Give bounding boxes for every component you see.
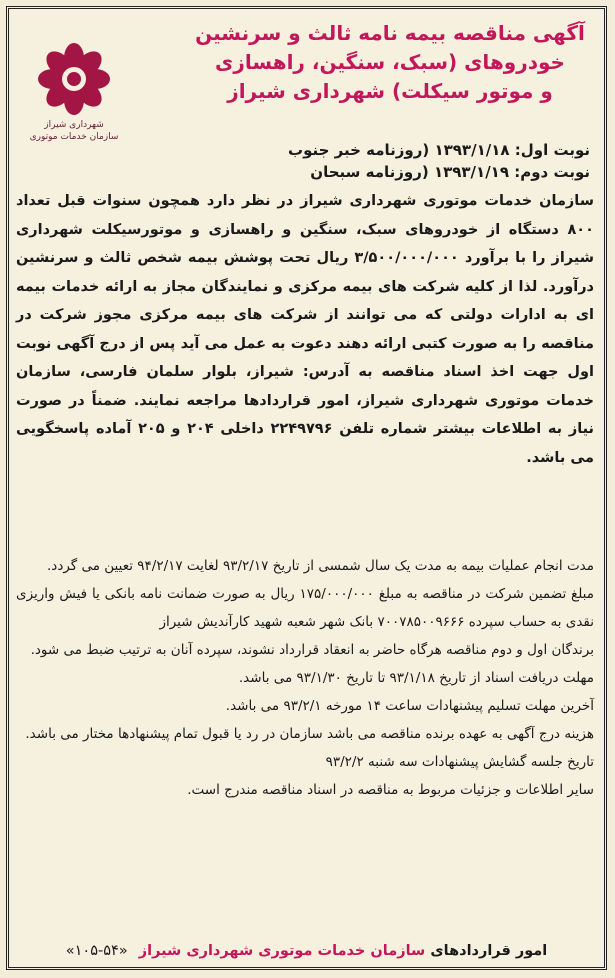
logo	[19, 39, 129, 157]
condition-submission-deadline: آخرین مهلت تسلیم پیشنهادات ساعت ۱۴ مورخه ۹۳/۲/۱ می باشد.	[225, 698, 594, 714]
publication-first: نوبت اول: ۱۳۹۳/۱/۱۸ (روزنامه خبر جنوب	[288, 141, 590, 159]
logo-text-municipality: شهرداری شیراز	[44, 120, 104, 130]
advertisement-sheet	[6, 6, 607, 970]
footer-signature	[9, 943, 604, 959]
condition-duration: مدت انجام عملیات بیمه به مدت یک سال شمسی از تاریخ ۹۳/۲/۱۷ لغایت ۹۴/۲/۱۷ تعیین می گردد.	[47, 558, 594, 574]
flower-emblem-icon	[34, 39, 114, 119]
header	[9, 9, 604, 142]
ad-title	[190, 19, 590, 106]
logo-text-organization: سازمان خدمات موتوری	[29, 132, 119, 142]
title-line-2: خودروهای (سبک، سنگین، راهسازی	[215, 50, 565, 74]
title-line-1: آگهی مناقصه بیمه نامه ثالث و سرنشین	[195, 21, 585, 45]
condition-ad-cost: هزینه درج آگهی به عهده برنده مناقصه می باشد سازمان در رد یا قبول تمام پیشنهادها مختار می باشد.	[25, 726, 594, 742]
condition-opening-date: تاریخ جلسه گشایش پیشنهادات سه شنبه ۹۳/۲/۲	[325, 754, 594, 770]
conditions-list	[16, 552, 594, 804]
condition-documents-deadline: مهلت دریافت اسناد از تاریخ ۹۳/۱/۱۸ تا تاریخ ۹۳/۱/۳۰ می باشد.	[238, 670, 594, 686]
condition-deposit: برندگان اول و دوم مناقصه هرگاه حاضر به انعقاد قرارداد نشوند، سپرده آنان به ترتیب ضبط می شود.	[30, 642, 594, 658]
condition-guarantee: مبلغ تضمین شرکت در مناقصه به مبلغ ۱۷۵/۰۰۰/۰۰۰ ریال به صورت ضمانت نامه بانکی یا فیش واریزی نقدی به حساب سپرده ۷۰۰۷۸۵۰۰۹۶۶۶ بانک شهر شعبه شهید کارآندیش شیراز	[16, 586, 594, 630]
condition-other-info: سایر اطلاعات و جزئیات مربوط به مناقصه در اسناد مناقصه مندرج است.	[187, 782, 594, 798]
footer-organization: سازمان خدمات موتوری شهرداری شیراز	[138, 943, 426, 959]
footer-code: «۵۴-۱۰۵»	[65, 943, 128, 959]
publication-info	[150, 139, 590, 183]
publication-second: نوبت دوم: ۱۳۹۳/۱/۱۹ (روزنامه سبحان	[310, 163, 590, 181]
main-text: سازمان خدمات موتوری شهرداری شیراز در نظر دارد همچون سنوات قبل تعداد ۸۰۰ دستگاه از خودروهای سبک، سنگین و راهسازی و موتورسیکلت شهرداری شیراز را با برآورد ۳/۵۰۰/۰۰۰/۰۰۰ ریال تحت پوشش بیمه شخص ثالث و سرنشین درآورد. لذا از کلیه شرکت های بیمه مرکزی و نمایندگان مجاز به ارائه خدمات بیمه ای به ادارات دولتی که می توانند از شرکت های بیمه مرکزی مجوز شرکت در مناقصه را به صورت کتبی ارائه دهند دعوت به عمل می آید پس از درج آگهی نوبت اول جهت اخذ اسناد مناقصه به آدرس: شیراز، بلوار سلمان فارسی، سازمان خدمات موتوری شهرداری شیراز، امور قراردادها مراجعه نمایند. ضمناً در صورت نیاز به اطلاعات بیشتر شماره تلفن ۲۲۴۹۷۹۶ داخلی ۲۰۴ و ۲۰۵ آماده پاسخگویی می باشد.	[16, 193, 595, 466]
footer-prefix: امور قراردادهای	[430, 943, 548, 959]
title-line-3: و موتور سیکلت) شهرداری شیراز	[227, 79, 553, 103]
